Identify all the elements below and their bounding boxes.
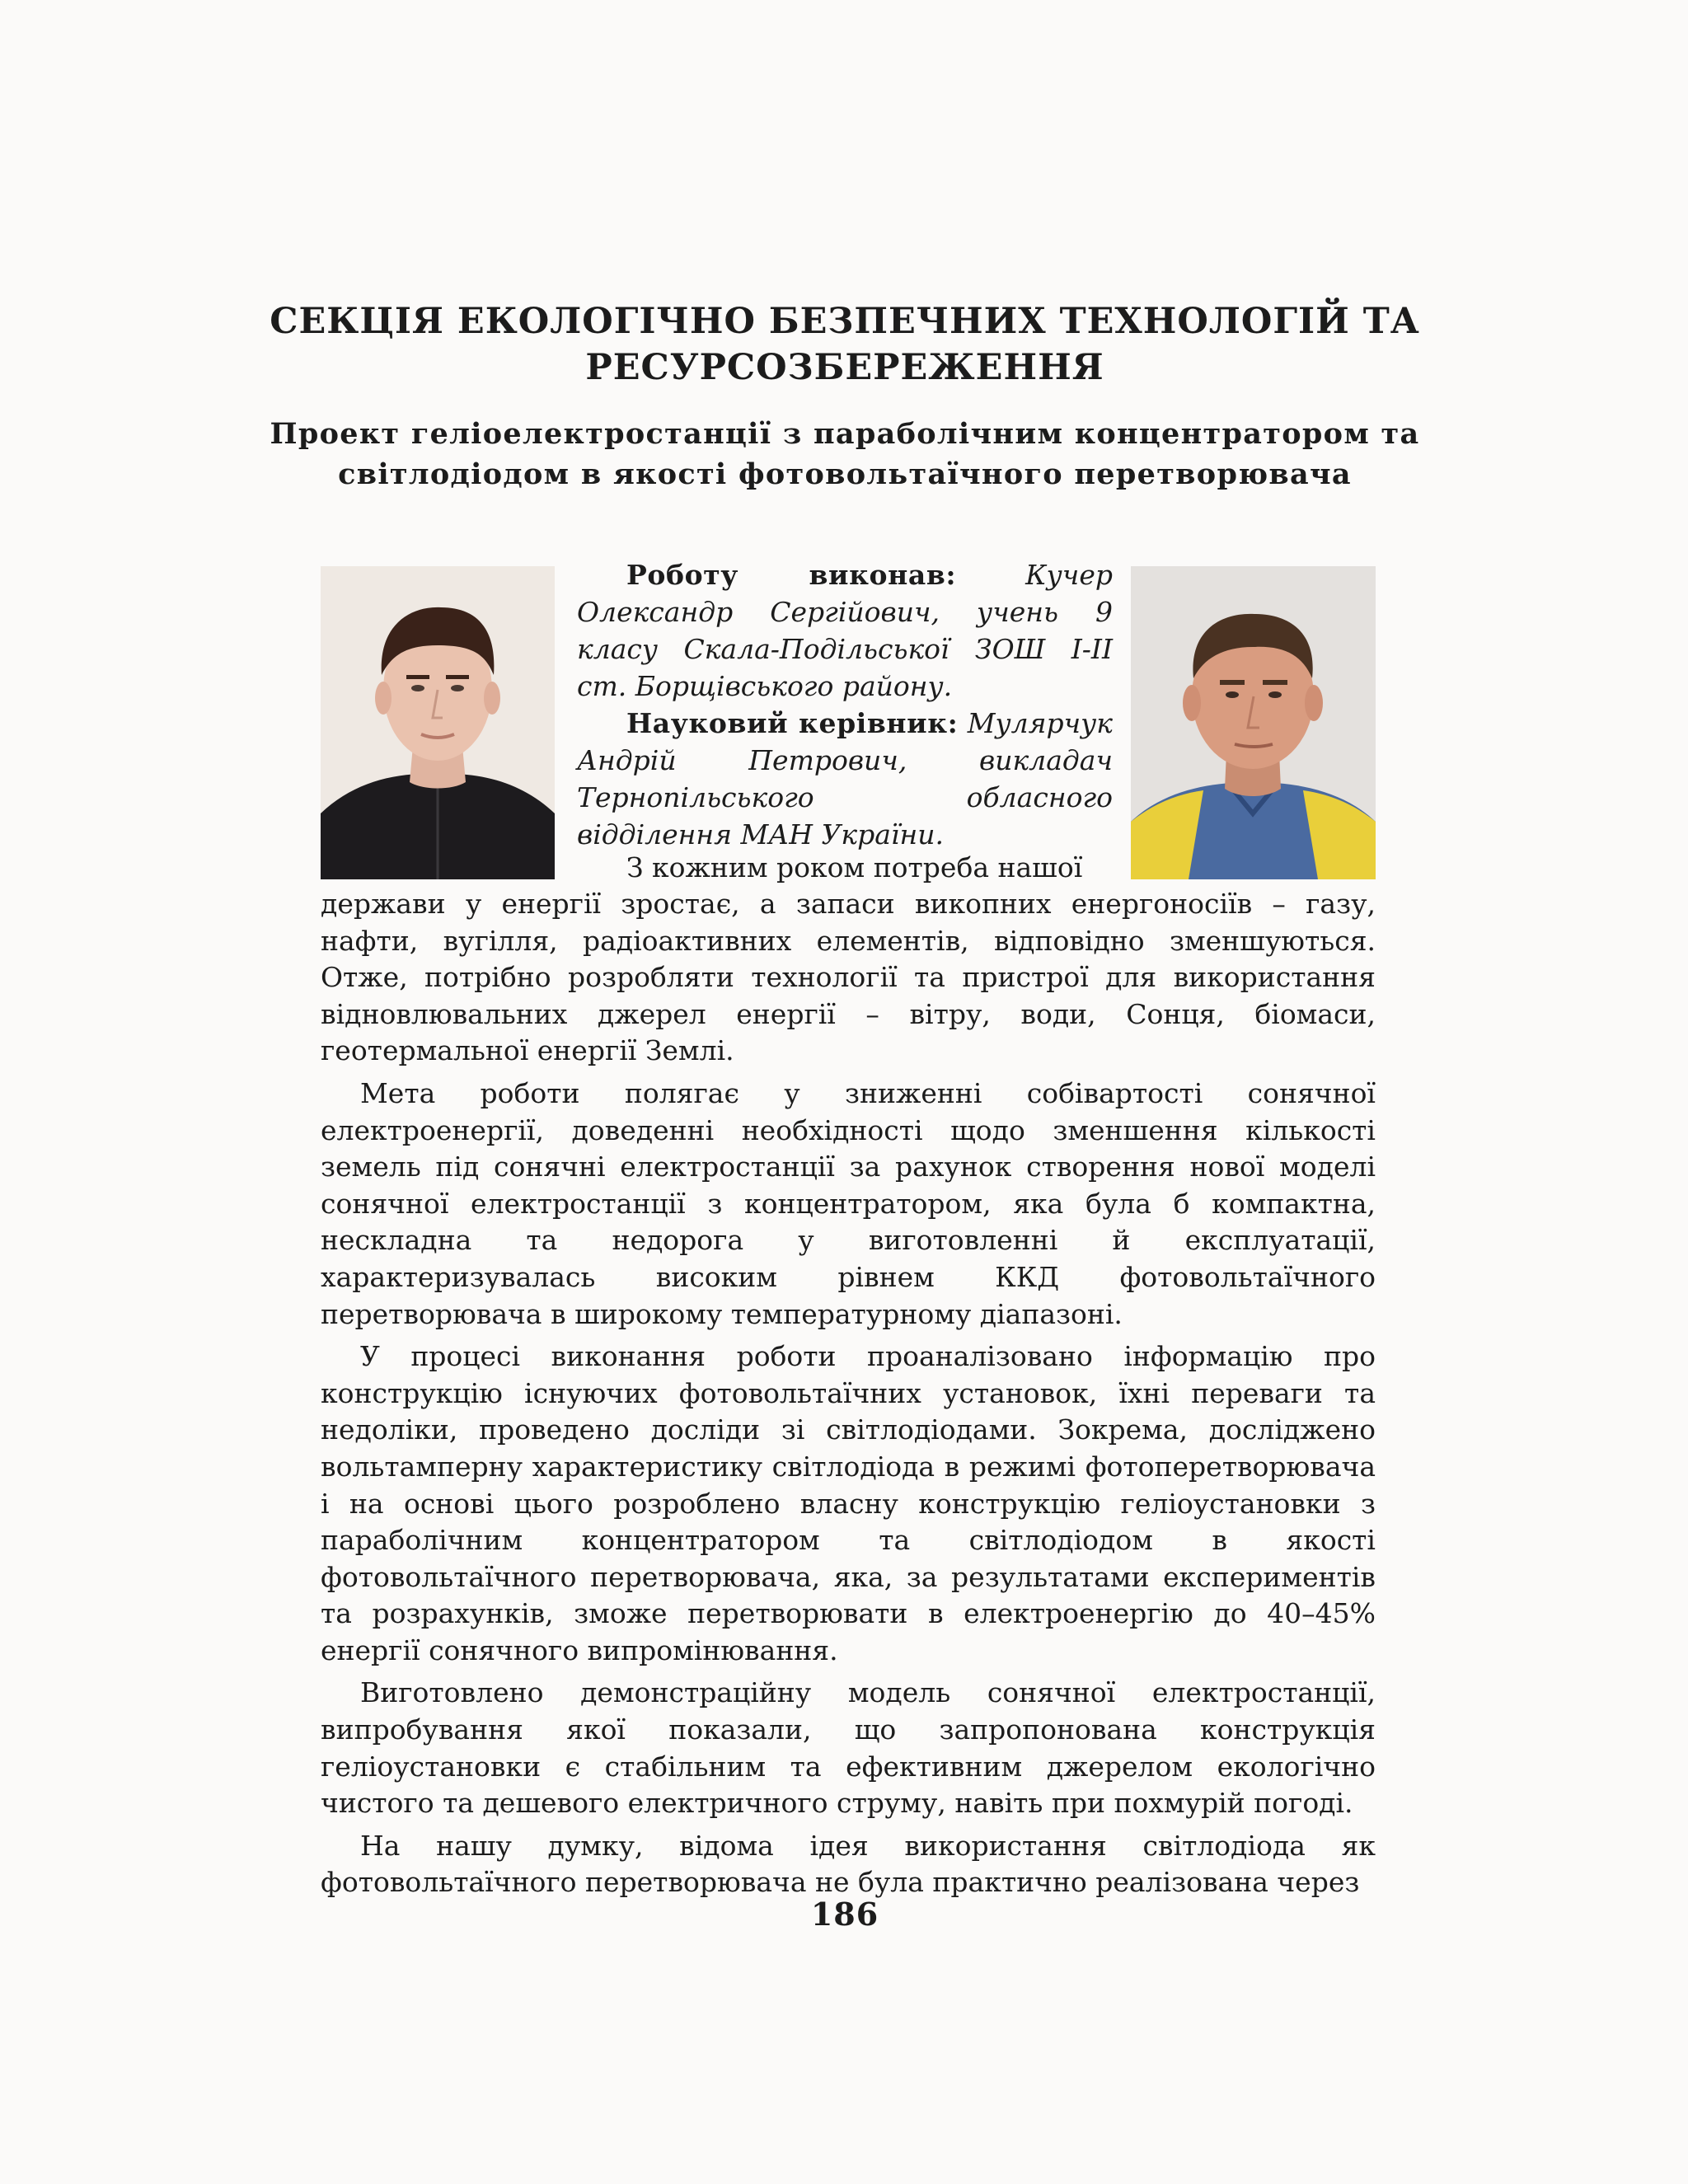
credits-block xyxy=(577,556,1113,853)
author-credit xyxy=(577,556,1113,705)
supervisor-label: Науковий керівник: xyxy=(626,707,959,739)
paragraph-2: Мета роботи полягає у зниженні собівартості сонячної електроенергії, доведенні необхідності щодо зменшення кількості земель під сонячні електростанції за рахунок створення нової моделі сонячної електростанції з концентратором, яка була б компактна, нескладна та недорога у виготовленні й експлуатації, характеризувалась високим рівнем ККД фотовольтаїчного перетворювача в широкому температурному діапазоні. xyxy=(321,1076,1376,1330)
author-text: Кучер Олександр Сергійович, учень 9 класу Скала-Подільської ЗОШ І-ІІ ст. Борщівського району. xyxy=(577,559,1113,702)
supervisor-text: Мулярчук Андрій Петрович, викладач Тернопільського обласного відділення МАН України. xyxy=(577,707,1113,851)
paragraph-4: Виготовлено демонстраційну модель сонячної електростанції, випробування якої показали, що запропонована конструкція геліоустановки є стабільним та ефективним джерелом екологічно чистого та дешевого електричного струму, навіть при похмурій погоді. xyxy=(321,1676,1376,1820)
body-text xyxy=(321,886,1376,1901)
paragraph-1-first-line: З кожним роком потреба нашої xyxy=(626,851,1083,883)
paragraph-1: держави у енергії зростає, а запаси викопних енергоносіїв – газу, нафти, вугілля, радіоактивних елементів, відповідно зменшуються. Отже, потрібно розробляти технології та пристрої для використання відновлювальних джерел енергії – вітру, води, Сонця, біомаси, геотермальної енергії Землі. xyxy=(321,888,1376,1067)
paragraph-3: У процесі виконання роботи проаналізовано інформацію про конструкцію існуючих фотовольтаїчних установок, їхні переваги та недоліки, проведено досліди зі світлодіодами. Зокрема, досліджено вольтамперну характеристику світлодіода в режимі фотоперетворювача і на основі цього розроблено власну конструкцію геліоустановки з параболічним концентратором та світлодіодом в якості фотовольтаїчного перетворювача, яка, за результатами експериментів та розрахунків, зможе перетворювати в електроенергію до 40–45% енергії сонячного випромінювання. xyxy=(321,1340,1376,1666)
supervisor-photo xyxy=(1131,566,1376,879)
author-photo xyxy=(321,566,555,879)
paragraph-5: На нашу думку, відома ідея використання світлодіода як фотовольтаїчного перетворювача не була практично реалізована через xyxy=(321,1829,1376,1899)
page-number: 186 xyxy=(810,1896,879,1933)
paper-title: Проект геліоелектростанції з параболічним концентратором та світлодіодом в якості фотовольтаїчного перетворювача xyxy=(270,417,1420,491)
author-label: Роботу виконав: xyxy=(626,559,957,591)
supervisor-credit xyxy=(577,705,1113,853)
section-title: СЕКЦІЯ ЕКОЛОГІЧНО БЕЗПЕЧНИХ ТЕХНОЛОГІЙ ТА РЕСУРСОЗБЕРЕЖЕННЯ xyxy=(270,301,1420,388)
